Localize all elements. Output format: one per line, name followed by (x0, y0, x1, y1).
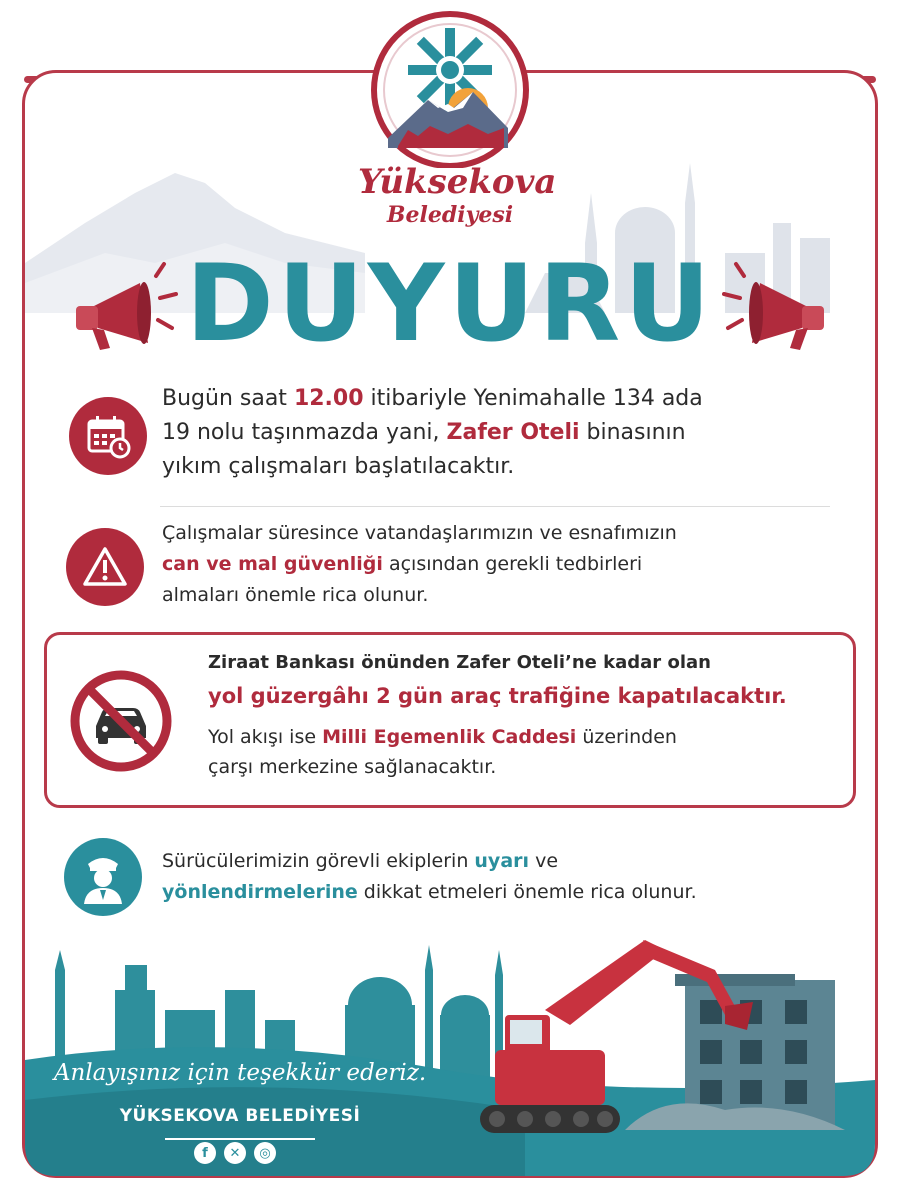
footer-line (165, 1138, 315, 1140)
highlight-warning: uyarı (474, 850, 530, 872)
page-title: DUYURU (185, 242, 715, 365)
calendar-clock-icon (69, 397, 147, 475)
logo-emblem-icon (358, 8, 542, 168)
highlight-street: Milli Egemenlik Caddesi (322, 726, 577, 748)
highlight-safety: can ve mal güvenliği (162, 553, 383, 575)
traffic-officer-icon (64, 838, 142, 916)
no-car-icon (68, 668, 174, 774)
city-excavator-illustration (25, 930, 875, 1178)
highlight-guidance: yönlendirmelerine (162, 881, 358, 903)
yuksekova-logo (358, 8, 557, 240)
section2-text: Çalışmalar süresince vatandaşlarımızın ve esnafımızın can ve mal güvenliği açısından gerekli tedbirleri almaları önemle rica olunur. (162, 522, 677, 606)
facebook-icon[interactable]: f (194, 1142, 216, 1164)
closure-line1: Ziraat Bankası önünden Zafer Oteli’ne kadar olan (208, 652, 711, 673)
section3-text: Ziraat Bankası önünden Zafer Oteli’ne kadar olan yol güzergâhı 2 gün araç trafiğine kapatılacaktır. Yol akışı ise Milli Egemenlik Caddesi üzerinden çarşı merkezine sağlanacaktır. (208, 648, 787, 782)
section1-text: Bugün saat 12.00 itibariyle Yenimahalle 134 ada 19 nolu taşınmazda yani, Zafer Oteli binasının yıkım çalışmaları başlatılacaktır. (162, 386, 703, 479)
instagram-icon[interactable]: ◎ (254, 1142, 276, 1164)
highlight-time: 12.00 (293, 386, 364, 411)
section4-text: Sürücülerimizin görevli ekiplerin uyarı ve yönlendirmelerine dikkat etmeleri önemle rica olunur. (162, 850, 697, 903)
warning-icon (66, 528, 144, 606)
thanks-text: Anlayışınız için teşekkür ederiz. (53, 1060, 427, 1086)
x-icon[interactable]: ✕ (224, 1142, 246, 1164)
organization-name: YÜKSEKOVA BELEDİYESİ (119, 1106, 361, 1126)
logo-text-yuksekova: Yüksekova (358, 162, 557, 202)
closure-line2: yol güzergâhı 2 gün araç trafiğine kapatılacaktır. (208, 684, 787, 708)
logo-text-belediyesi: Belediyesi (386, 202, 514, 228)
highlight-hotel: Zafer Oteli (446, 420, 580, 445)
divider (160, 506, 830, 507)
